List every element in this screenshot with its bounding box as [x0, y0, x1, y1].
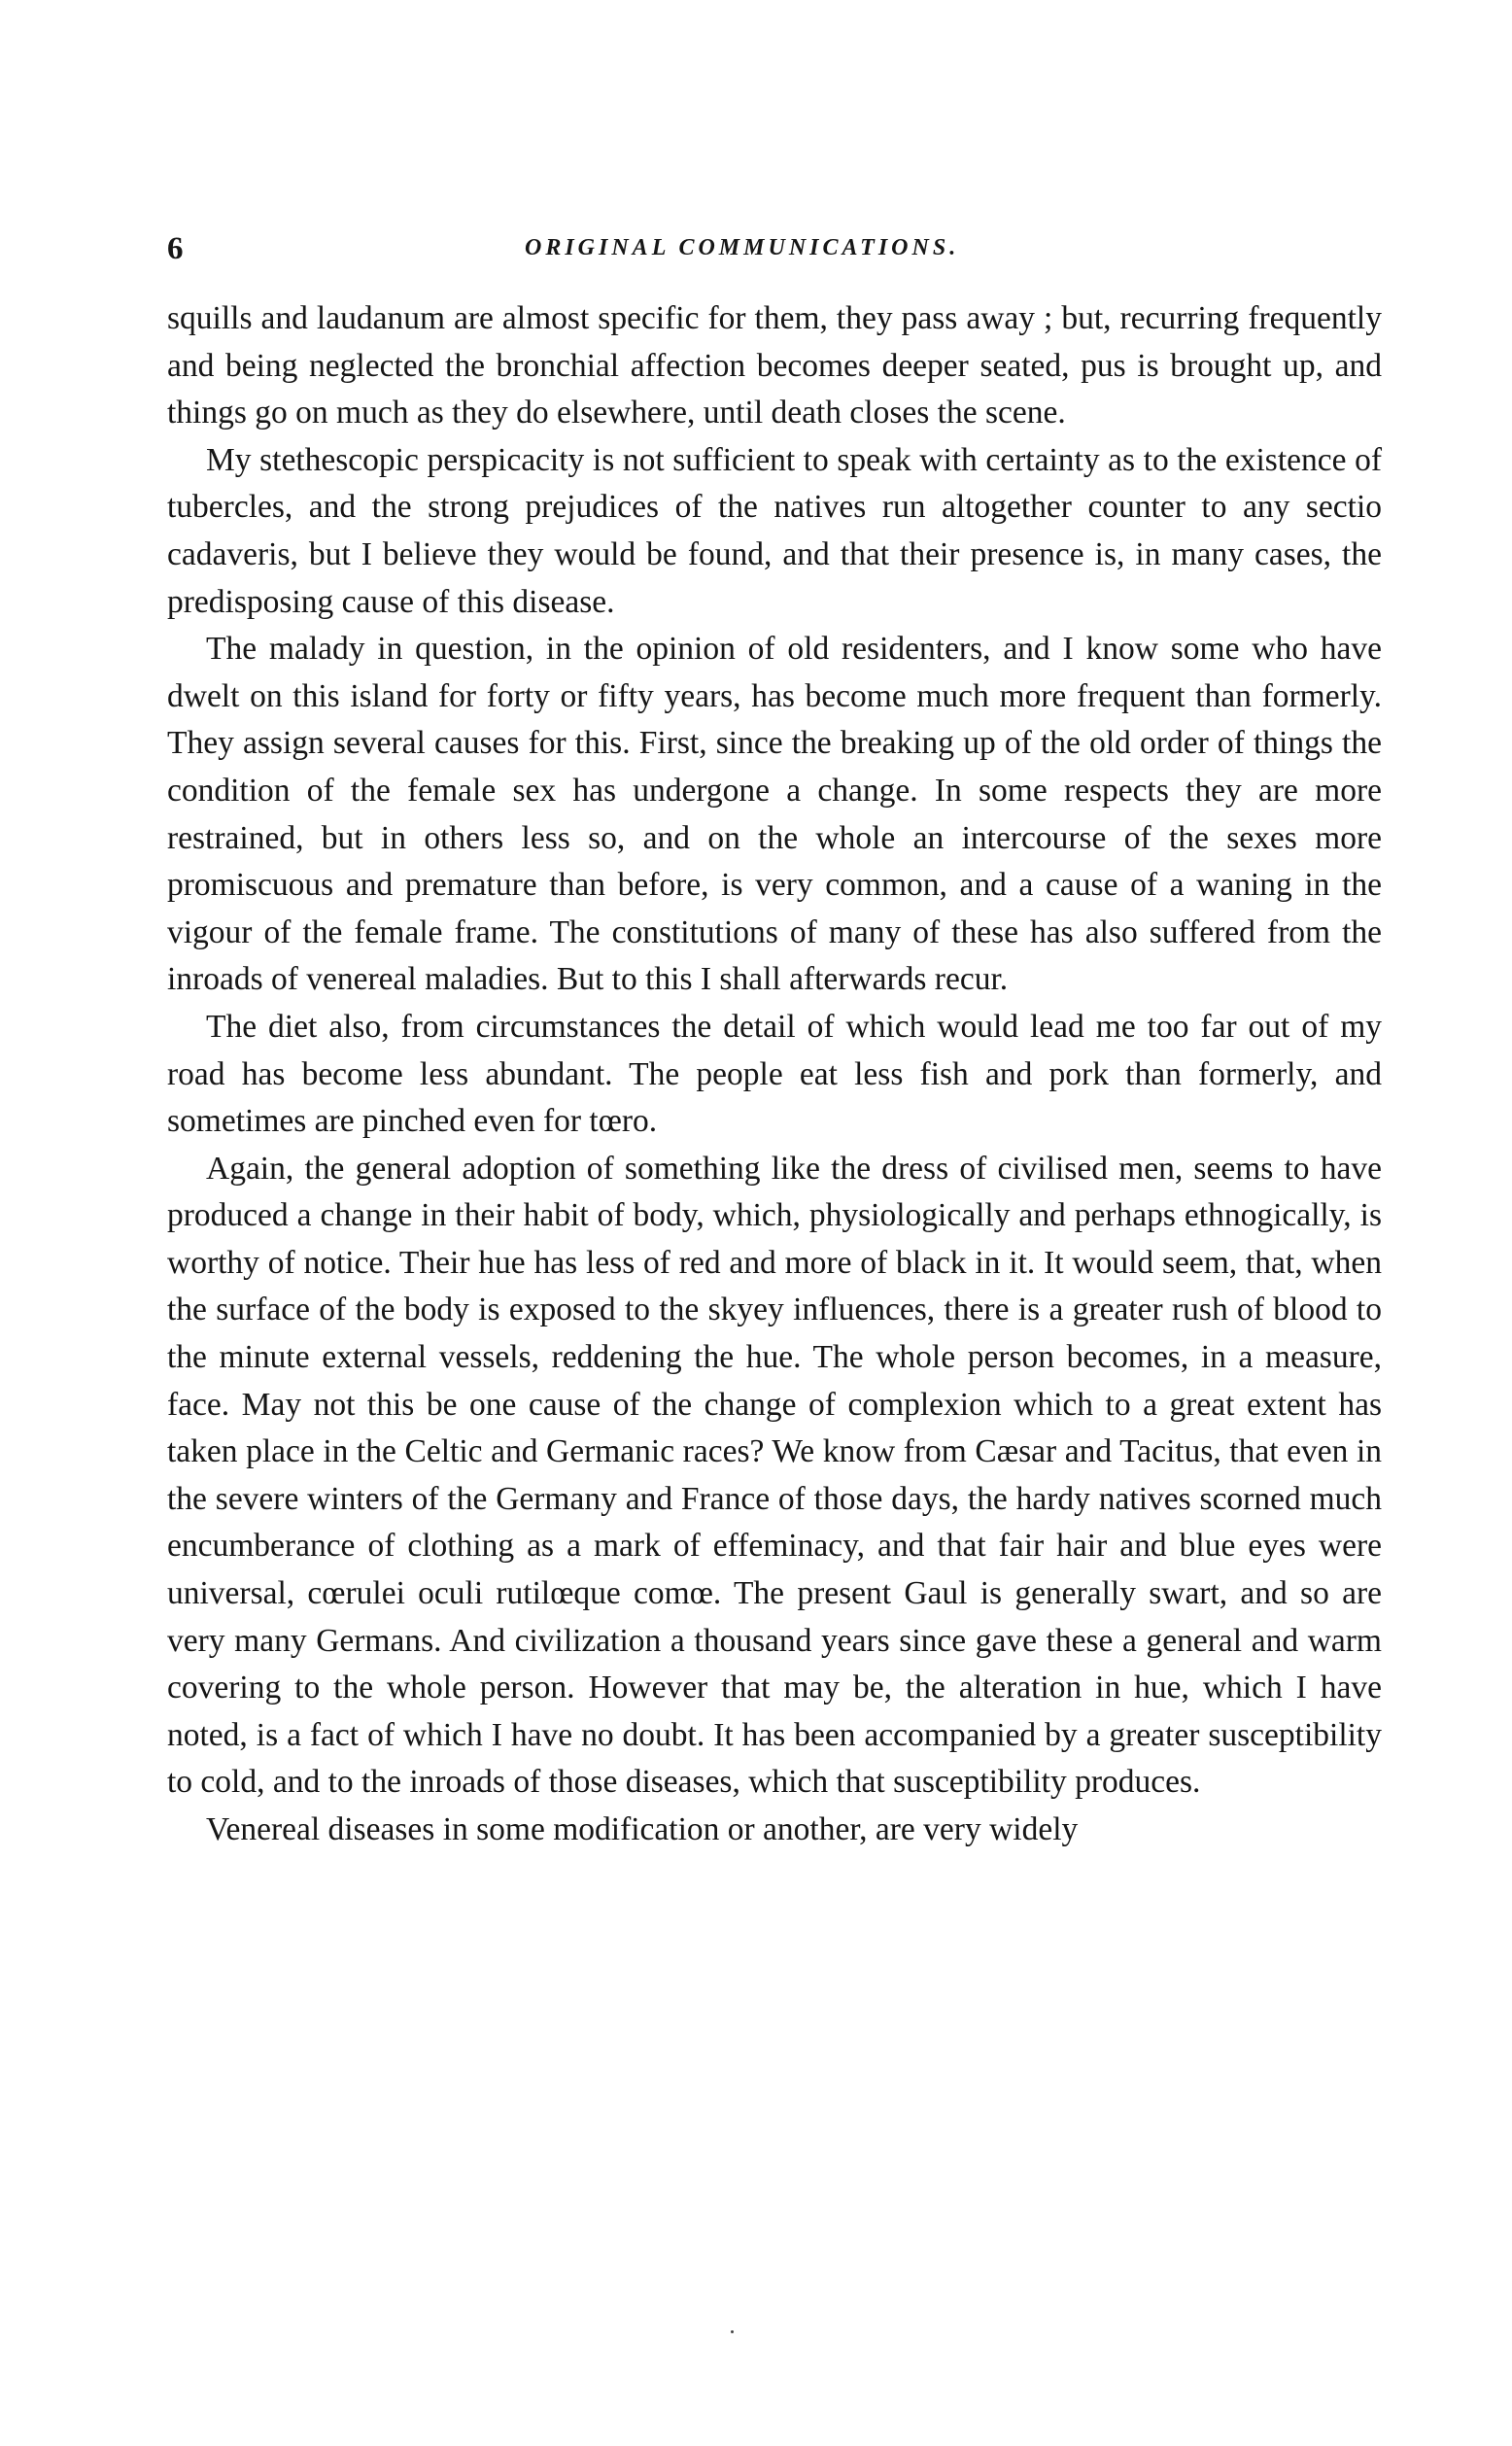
paragraph-diet: The diet also, from circumstances the detail of which would lead me too far out of my road has become less abundant. The people eat less fish and pork than formerly, and sometimes are pinched even for tœro. — [167, 1008, 1382, 1140]
paragraph-dress-hue: Again, the general adoption of something like the dress of civilised men, seems to have produced a change in their habit of body, which, physiologically and perhaps ethnogically, is worthy of notice. Their hue has less of red and more of black in it. It would seem, that, when the surface of the body is exposed to the skyey influences, there is a greater rush of blood to the minute external vessels, reddening the hue. The whole person becomes, in a measure, face. May not this be one cause of the change of complexion which to a great extent has taken place in the Celtic and Germanic races? We know from Cæsar and Tacitus, that even in the severe winters of the Germany and France of those days, the hardy natives scorned much encumberance of clothing as a mark of effeminacy, and that fair hair and blue eyes were universal, cœrulei oculi rutilœque comœ. The present Gaul is generally swart, and so are very many Germans. And civilization a thousand years since gave these a general and warm covering to the whole person. However that may be, the alteration in hue, which I have noted, is a fact of which I have no doubt. It has been accompanied by a greater susceptibility to cold, and to the inroads of those diseases, which that susceptibility produces. — [167, 1150, 1382, 1801]
body-text — [167, 295, 1382, 1854]
paragraph-continuation: squills and laudanum are almost specific for them, they pass away ; but, recurring frequently and being neglected the bronchial affection becomes deeper seated, pus is brought up, and things go on much as they do elsewhere, until death closes the scene. — [167, 300, 1382, 431]
page-number: 6 — [167, 231, 184, 266]
running-head — [167, 231, 1382, 270]
paragraph-tubercles: My stethescopic perspicacity is not sufficient to speak with certainty as to the existence of tubercles, and the strong prejudices of the natives run altogether counter to any sectio cadaveris, but I believe they would be found, and that their presence is, in many cases, the predisposing cause of this disease. — [167, 441, 1382, 620]
paragraph-malady-causes: The malady in question, in the opinion of old residenters, and I know some who have dwelt on this island for forty or fifty years, has become much more frequent than formerly. They assign several causes for this. First, since the breaking up of the old order of things the condition of the female sex has undergone a change. In some respects they are more restrained, but in others less so, and on the whole an intercourse of the sexes more promiscuous and premature than before, is very common, and a cause of a waning in the vigour of the female frame. The constitutions of many of these has also suffered from the inroads of venereal maladies. But to this I shall afterwards recur. — [167, 631, 1382, 998]
paragraph-venereal: Venereal diseases in some modification or another, are very widely — [206, 1811, 1079, 1847]
running-title: ORIGINAL COMMUNICATIONS. — [525, 235, 960, 260]
ink-speck — [731, 2330, 734, 2333]
